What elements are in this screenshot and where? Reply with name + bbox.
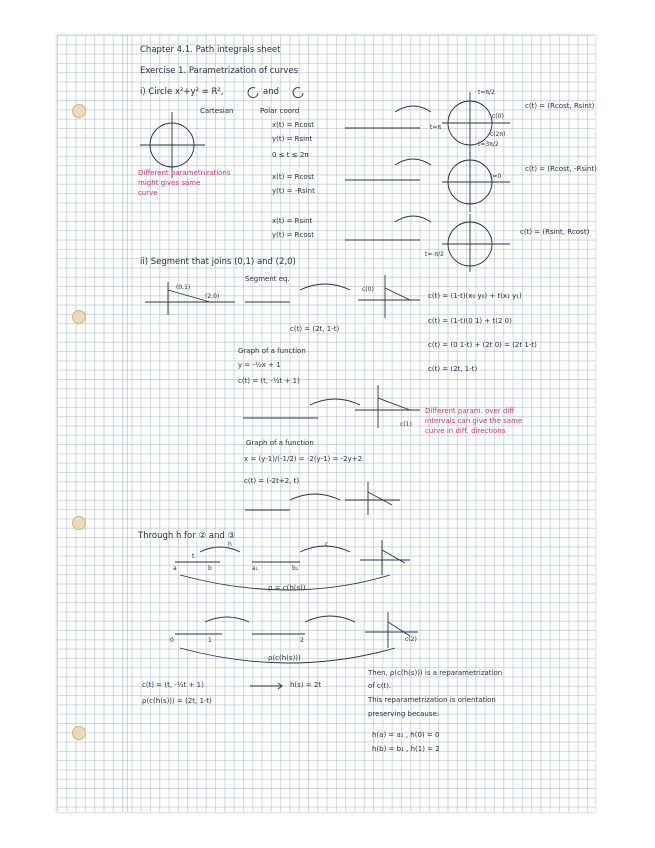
polar-label: Polar coord	[260, 107, 300, 115]
axis-label: a₁	[252, 565, 259, 572]
point-label: (0,1)	[176, 284, 191, 291]
vec-line-4: c(t) = (2t, 1-t)	[428, 365, 478, 373]
axis-label: 1	[208, 637, 212, 644]
p3-y: y(t) = Rcost	[272, 231, 315, 239]
then-line-1: Then, ρ(c(h(s))) is a reparametrization	[368, 669, 503, 677]
segment-c: c(t) = (2t, 1-t)	[290, 325, 340, 333]
part3-heading: Through h for ② and ③	[138, 531, 236, 541]
p3-x: x(t) = Rsint	[272, 217, 313, 225]
counterclockwise-arrow-icon	[248, 88, 258, 98]
circle-label: t=0	[490, 173, 502, 180]
p1-x: x(t) = Rcost	[272, 121, 315, 129]
and-word: and	[263, 87, 279, 97]
part1-heading: i) Circle x²+y² = R²,	[140, 87, 224, 97]
c-line: c(t) = (t, -½t + 1)	[142, 681, 204, 689]
then-line-2: of c(t).	[368, 682, 392, 690]
rho2-label: ρ(c(h(s)))	[268, 654, 301, 662]
rho-line: ρ(c(h(s))) = (2t, 1-t)	[142, 697, 212, 705]
axis-label: b	[208, 565, 212, 572]
circle-label: t=π	[430, 124, 441, 131]
pink-note-line3: curve	[138, 189, 158, 197]
pink-note-line2: might gives same	[138, 179, 201, 187]
segment-label: Segment eq.	[245, 275, 290, 283]
pink-note2-line3: curve in diff. directions	[425, 427, 506, 435]
axis-label: b₁	[292, 565, 299, 572]
exercise-heading: Exercise 1. Parametrization of curves	[140, 66, 299, 76]
graph2-eq: x = (y-1)/(-1/2) = -2(y-1) = -2y+2	[244, 455, 363, 463]
p1-c: c(t) = (Rcost, Rsint)	[525, 102, 595, 110]
circle-label: c(2π)	[490, 131, 506, 138]
clockwise-arrow-icon	[293, 88, 303, 98]
p2-c: c(t) = (Rcost, -Rsint)	[525, 165, 597, 173]
graph-label: Graph of a function	[238, 347, 306, 355]
vec-line-3: c(t) = (0 1-t) + (2t 0) = (2t 1-t)	[428, 341, 537, 349]
then-line-4: preserving because:	[368, 710, 440, 718]
cartesian-label: Cartesian	[200, 107, 234, 115]
axis-label: 2	[300, 637, 304, 644]
p3-c: c(t) = (Rsint, Rcost)	[520, 228, 590, 236]
graph-eq: y = -½x + 1	[238, 361, 281, 369]
p1-y: y(t) = Rsint	[272, 135, 313, 143]
axis-label: 0	[170, 637, 174, 644]
rho-label: ρ = c(h(s))	[268, 584, 306, 592]
graph-c: c(t) = (t, -½t + 1)	[238, 377, 300, 385]
graph2-label: Graph of a function	[246, 439, 314, 447]
p2-x: x(t) = Rcost	[272, 173, 315, 181]
h-values-2: h(b) = b₁ , h(1) = 2	[372, 745, 440, 753]
axis-label: h	[228, 541, 232, 548]
axis-label: t	[192, 553, 195, 560]
part2-heading: ii) Segment that joins (0,1) and (2,0)	[140, 257, 296, 267]
axis-label: c	[325, 541, 329, 548]
pink-note-line1: Different parametrizations	[138, 169, 231, 177]
vec-line-1: c(t) = (1-t)(x₀ y₀) + t(x₁ y₁)	[428, 292, 522, 300]
page-title: Chapter 4.1. Path integrals sheet	[140, 45, 281, 55]
pink-note2-line2: intervals can give the same	[425, 417, 523, 425]
point-label: c(1)	[400, 421, 412, 428]
circle-label: t=3π/2	[478, 141, 499, 148]
p2-y: y(t) = -Rsint	[272, 187, 315, 195]
point-label: (2,0)	[205, 293, 220, 300]
circle-label: t=-π/2	[425, 251, 444, 258]
graph2-c: c(t) = (-2t+2, t)	[244, 477, 300, 485]
point-label: c(0)	[362, 286, 374, 293]
point-label: c(2)	[405, 636, 417, 643]
circle-label: c(0)	[492, 113, 504, 120]
h-line: h(s) = 2t	[290, 681, 322, 689]
then-line-3: This reparametrization is orientation	[368, 696, 496, 704]
p1-range: 0 ≤ t ≤ 2π	[272, 151, 309, 159]
vec-line-2: c(t) = (1-t)(0 1) + t(2 0)	[428, 317, 512, 325]
axis-label: a	[173, 565, 177, 572]
circle-label: t=π/2	[478, 89, 495, 96]
h-values-1: h(a) = a₁ , h(0) = 0	[372, 731, 440, 739]
pink-note2-line1: Different param. over diff	[425, 407, 515, 415]
